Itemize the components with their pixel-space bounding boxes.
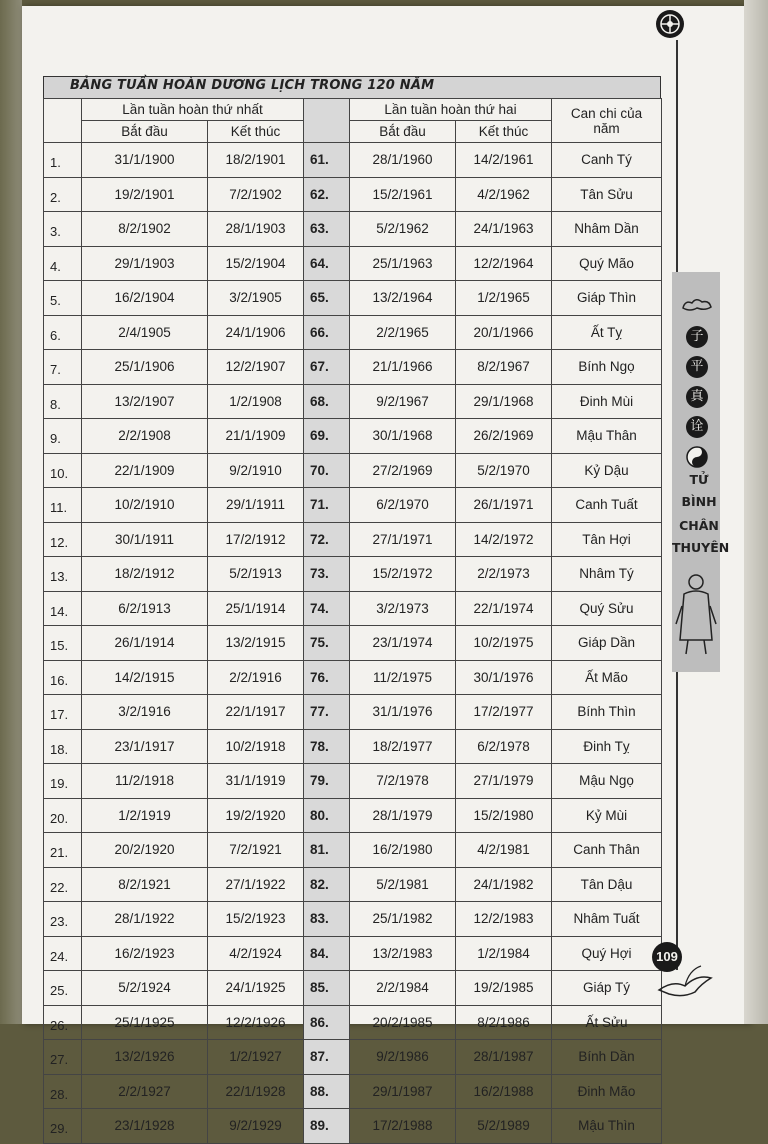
cycle1-end: 21/1/1909: [208, 419, 304, 454]
cycle1-start: 22/1/1909: [82, 453, 208, 488]
row-index-1: 4.: [44, 246, 82, 281]
row-index-1: 23.: [44, 902, 82, 937]
cycle1-start: 16/2/1904: [82, 281, 208, 316]
row-index-1: 16.: [44, 660, 82, 695]
cycle1-start: 16/2/1923: [82, 936, 208, 971]
cycle2-end: 30/1/1976: [456, 660, 552, 695]
header-start-1: Bắt đầu: [82, 121, 208, 143]
header-cycle2: Lần tuần hoàn thứ hai: [350, 99, 552, 121]
row-index-2: 75.: [304, 626, 350, 661]
row-index-1: 10.: [44, 453, 82, 488]
table-title: BẢNG TUẦN HOÀN DƯƠNG LỊCH TRONG 120 NĂM: [70, 78, 435, 93]
row-index-1: 2.: [44, 177, 82, 212]
row-index-1: 11.: [44, 488, 82, 523]
table-row: [44, 902, 662, 937]
cycle2-end: 4/2/1981: [456, 833, 552, 868]
cycle2-end: 12/2/1983: [456, 902, 552, 937]
calendar-table: [43, 98, 662, 1144]
row-index-2: 70.: [304, 453, 350, 488]
header-blank: [44, 99, 82, 143]
can-chi: Kỷ Mùi: [552, 798, 662, 833]
cycle2-start: 15/2/1972: [350, 557, 456, 592]
header-canchi: [552, 99, 662, 143]
can-chi: Tân Sửu: [552, 177, 662, 212]
table-row: [44, 798, 662, 833]
side-title-4: THUYÊN: [672, 540, 730, 555]
row-index-1: 1.: [44, 143, 82, 178]
cycle1-end: 22/1/1917: [208, 695, 304, 730]
dharma-wheel-ornament: [648, 6, 692, 42]
table-row: [44, 315, 662, 350]
cycle2-start: 27/1/1971: [350, 522, 456, 557]
cycle1-end: 27/1/1922: [208, 867, 304, 902]
table-row: [44, 660, 662, 695]
table-row: [44, 971, 662, 1006]
cycle1-end: 15/2/1923: [208, 902, 304, 937]
row-index-1: 15.: [44, 626, 82, 661]
row-index-1: 24.: [44, 936, 82, 971]
cycle1-start: 2/2/1908: [82, 419, 208, 454]
cycle2-start: 6/2/1970: [350, 488, 456, 523]
cycle1-start: 8/2/1921: [82, 867, 208, 902]
row-index-1: 13.: [44, 557, 82, 592]
table-row: [44, 212, 662, 247]
side-char-2: 平: [686, 356, 708, 378]
cycle1-end: 29/1/1911: [208, 488, 304, 523]
cycle2-end: 10/2/1975: [456, 626, 552, 661]
cycle1-start: 5/2/1924: [82, 971, 208, 1006]
row-index-2: 66.: [304, 315, 350, 350]
cycle2-start: 9/2/1986: [350, 1040, 456, 1075]
cycle1-start: 23/1/1928: [82, 1109, 208, 1144]
cycle1-start: 13/2/1907: [82, 384, 208, 419]
cycle2-start: 13/2/1964: [350, 281, 456, 316]
cycle2-start: 15/2/1961: [350, 177, 456, 212]
table-row: [44, 1005, 662, 1040]
cloud-ornament: [680, 296, 714, 314]
cycle1-start: 3/2/1916: [82, 695, 208, 730]
row-index-2: 67.: [304, 350, 350, 385]
sage-figure-illustration: [674, 570, 718, 658]
row-index-1: 14.: [44, 591, 82, 626]
cycle2-start: 28/1/1979: [350, 798, 456, 833]
table-row: [44, 419, 662, 454]
row-index-1: 18.: [44, 729, 82, 764]
cycle1-end: 19/2/1920: [208, 798, 304, 833]
cycle2-start: 20/2/1985: [350, 1005, 456, 1040]
row-index-1: 26.: [44, 1005, 82, 1040]
row-index-1: 17.: [44, 695, 82, 730]
cycle1-start: 26/1/1914: [82, 626, 208, 661]
row-index-2: 77.: [304, 695, 350, 730]
cycle1-end: 5/2/1913: [208, 557, 304, 592]
table-row: [44, 626, 662, 661]
cycle2-start: 30/1/1968: [350, 419, 456, 454]
can-chi: Giáp Thìn: [552, 281, 662, 316]
cycle2-start: 7/2/1978: [350, 764, 456, 799]
can-chi: Canh Thân: [552, 833, 662, 868]
row-index-2: 80.: [304, 798, 350, 833]
cycle2-start: 29/1/1987: [350, 1074, 456, 1109]
cycle2-start: 18/2/1977: [350, 729, 456, 764]
cycle1-end: 1/2/1927: [208, 1040, 304, 1075]
can-chi: Tân Dậu: [552, 867, 662, 902]
can-chi: Nhâm Dần: [552, 212, 662, 247]
header-canchi-text: Can chi của năm: [570, 105, 643, 136]
row-index-2: 82.: [304, 867, 350, 902]
table-row: [44, 281, 662, 316]
cycle2-end: 8/2/1986: [456, 1005, 552, 1040]
cycle1-end: 22/1/1928: [208, 1074, 304, 1109]
cycle1-start: 13/2/1926: [82, 1040, 208, 1075]
can-chi: Mậu Thân: [552, 419, 662, 454]
side-char-3: 真: [686, 386, 708, 408]
table-row: [44, 522, 662, 557]
row-index-1: 8.: [44, 384, 82, 419]
row-index-1: 5.: [44, 281, 82, 316]
cycle1-end: 31/1/1919: [208, 764, 304, 799]
row-index-1: 22.: [44, 867, 82, 902]
table-row: [44, 177, 662, 212]
row-index-1: 28.: [44, 1074, 82, 1109]
cycle2-start: 31/1/1976: [350, 695, 456, 730]
cycle2-start: 16/2/1980: [350, 833, 456, 868]
side-char-4: 诠: [686, 416, 708, 438]
can-chi: Quý Mão: [552, 246, 662, 281]
cycle1-end: 15/2/1904: [208, 246, 304, 281]
can-chi: Bính Ngọ: [552, 350, 662, 385]
cycle2-start: 13/2/1983: [350, 936, 456, 971]
can-chi: Canh Tuất: [552, 488, 662, 523]
can-chi: Nhâm Tý: [552, 557, 662, 592]
cycle1-end: 12/2/1926: [208, 1005, 304, 1040]
can-chi: Ất Mão: [552, 660, 662, 695]
yin-yang-icon: [686, 446, 708, 468]
cycle2-end: 14/2/1961: [456, 143, 552, 178]
cycle2-start: 28/1/1960: [350, 143, 456, 178]
row-index-2: 74.: [304, 591, 350, 626]
row-index-1: 12.: [44, 522, 82, 557]
cycle1-start: 23/1/1917: [82, 729, 208, 764]
cycle1-start: 31/1/1900: [82, 143, 208, 178]
row-index-1: 7.: [44, 350, 82, 385]
can-chi: Kỷ Dậu: [552, 453, 662, 488]
can-chi: Quý Sửu: [552, 591, 662, 626]
cycle1-end: 28/1/1903: [208, 212, 304, 247]
can-chi: Đinh Tỵ: [552, 729, 662, 764]
table-row: [44, 350, 662, 385]
table-row: [44, 936, 662, 971]
cycle1-end: 12/2/1907: [208, 350, 304, 385]
can-chi: Tân Hợi: [552, 522, 662, 557]
cycle1-end: 3/2/1905: [208, 281, 304, 316]
row-index-2: 86.: [304, 1005, 350, 1040]
header-blank2: [304, 99, 350, 143]
cycle2-end: 4/2/1962: [456, 177, 552, 212]
cycle1-start: 29/1/1903: [82, 246, 208, 281]
can-chi: Đinh Mão: [552, 1074, 662, 1109]
cycle2-start: 23/1/1974: [350, 626, 456, 661]
cycle2-end: 29/1/1968: [456, 384, 552, 419]
cycle1-start: 25/1/1925: [82, 1005, 208, 1040]
row-index-1: 6.: [44, 315, 82, 350]
row-index-1: 20.: [44, 798, 82, 833]
cycle2-end: 20/1/1966: [456, 315, 552, 350]
row-index-2: 79.: [304, 764, 350, 799]
table-row: [44, 557, 662, 592]
page-number: 109: [652, 942, 682, 972]
row-index-2: 72.: [304, 522, 350, 557]
cycle2-start: 21/1/1966: [350, 350, 456, 385]
row-index-2: 89.: [304, 1109, 350, 1144]
cycle2-start: 2/2/1965: [350, 315, 456, 350]
row-index-2: 81.: [304, 833, 350, 868]
row-index-2: 61.: [304, 143, 350, 178]
cycle1-start: 2/2/1927: [82, 1074, 208, 1109]
table-row: [44, 488, 662, 523]
cycle2-end: 8/2/1967: [456, 350, 552, 385]
cycle2-end: 12/2/1964: [456, 246, 552, 281]
cycle1-start: 6/2/1913: [82, 591, 208, 626]
phoenix-ornament: [655, 960, 715, 1000]
side-title-3: CHÂN: [679, 518, 719, 533]
cycle2-start: 25/1/1963: [350, 246, 456, 281]
cycle1-end: 9/2/1910: [208, 453, 304, 488]
cycle2-end: 1/2/1965: [456, 281, 552, 316]
row-index-2: 69.: [304, 419, 350, 454]
header-start-2: Bắt đầu: [350, 121, 456, 143]
cycle1-start: 1/2/1919: [82, 798, 208, 833]
book-spine: [0, 0, 22, 1024]
cycle2-start: 11/2/1975: [350, 660, 456, 695]
row-index-1: 19.: [44, 764, 82, 799]
table-row: [44, 591, 662, 626]
row-index-1: 3.: [44, 212, 82, 247]
cycle1-start: 11/2/1918: [82, 764, 208, 799]
cycle2-end: 26/1/1971: [456, 488, 552, 523]
side-title-1: TỬ: [689, 472, 709, 487]
row-index-1: 29.: [44, 1109, 82, 1144]
cycle2-end: 22/1/1974: [456, 591, 552, 626]
cycle1-end: 24/1/1925: [208, 971, 304, 1006]
cycle1-end: 7/2/1921: [208, 833, 304, 868]
side-char-1: 子: [686, 326, 708, 348]
can-chi: Canh Tý: [552, 143, 662, 178]
can-chi: Ất Sửu: [552, 1005, 662, 1040]
row-index-2: 71.: [304, 488, 350, 523]
can-chi: Giáp Tý: [552, 971, 662, 1006]
side-title-2: BÌNH: [681, 494, 717, 509]
cycle2-end: 15/2/1980: [456, 798, 552, 833]
row-index-2: 78.: [304, 729, 350, 764]
cycle1-end: 10/2/1918: [208, 729, 304, 764]
header-end-1: Kết thúc: [208, 121, 304, 143]
row-index-2: 76.: [304, 660, 350, 695]
cycle1-end: 24/1/1906: [208, 315, 304, 350]
cycle1-end: 25/1/1914: [208, 591, 304, 626]
cycle2-start: 2/2/1984: [350, 971, 456, 1006]
row-index-2: 65.: [304, 281, 350, 316]
cycle1-end: 2/2/1916: [208, 660, 304, 695]
cycle2-start: 17/2/1988: [350, 1109, 456, 1144]
can-chi: Quý Hợi: [552, 936, 662, 971]
cycle2-end: 14/2/1972: [456, 522, 552, 557]
cycle1-start: 18/2/1912: [82, 557, 208, 592]
cycle2-start: 3/2/1973: [350, 591, 456, 626]
cycle2-start: 5/2/1962: [350, 212, 456, 247]
table-row: [44, 695, 662, 730]
row-index-2: 83.: [304, 902, 350, 937]
row-index-1: 21.: [44, 833, 82, 868]
cycle1-start: 20/2/1920: [82, 833, 208, 868]
table-row: [44, 729, 662, 764]
can-chi: Mậu Ngọ: [552, 764, 662, 799]
table-row: [44, 1040, 662, 1075]
can-chi: Đinh Mùi: [552, 384, 662, 419]
row-index-2: 85.: [304, 971, 350, 1006]
table-row: [44, 1109, 662, 1144]
cycle2-end: 5/2/1989: [456, 1109, 552, 1144]
cycle2-start: 27/2/1969: [350, 453, 456, 488]
cycle1-start: 19/2/1901: [82, 177, 208, 212]
cycle1-end: 18/2/1901: [208, 143, 304, 178]
cycle1-end: 4/2/1924: [208, 936, 304, 971]
row-index-2: 63.: [304, 212, 350, 247]
cycle2-start: 5/2/1981: [350, 867, 456, 902]
cycle1-start: 28/1/1922: [82, 902, 208, 937]
cycle2-end: 27/1/1979: [456, 764, 552, 799]
table-row: [44, 246, 662, 281]
cycle1-end: 7/2/1902: [208, 177, 304, 212]
cycle2-end: 17/2/1977: [456, 695, 552, 730]
cycle2-start: 25/1/1982: [350, 902, 456, 937]
can-chi: Giáp Dần: [552, 626, 662, 661]
row-index-2: 62.: [304, 177, 350, 212]
cycle2-end: 24/1/1963: [456, 212, 552, 247]
cycle1-start: 10/2/1910: [82, 488, 208, 523]
cycle2-end: 26/2/1969: [456, 419, 552, 454]
can-chi: Mậu Thìn: [552, 1109, 662, 1144]
header-end-2: Kết thúc: [456, 121, 552, 143]
cycle1-end: 13/2/1915: [208, 626, 304, 661]
row-index-2: 64.: [304, 246, 350, 281]
cycle1-end: 17/2/1912: [208, 522, 304, 557]
cycle2-end: 16/2/1988: [456, 1074, 552, 1109]
cycle1-start: 2/4/1905: [82, 315, 208, 350]
cycle2-end: 1/2/1984: [456, 936, 552, 971]
cycle2-start: 9/2/1967: [350, 384, 456, 419]
row-index-2: 88.: [304, 1074, 350, 1109]
table-row: [44, 143, 662, 178]
row-index-2: 73.: [304, 557, 350, 592]
row-index-1: 27.: [44, 1040, 82, 1075]
can-chi: Bính Dần: [552, 1040, 662, 1075]
cycle1-start: 30/1/1911: [82, 522, 208, 557]
row-index-1: 25.: [44, 971, 82, 1006]
table-row: [44, 867, 662, 902]
table-row: [44, 384, 662, 419]
row-index-1: 9.: [44, 419, 82, 454]
table-row: [44, 453, 662, 488]
cycle2-end: 6/2/1978: [456, 729, 552, 764]
table-row: [44, 1074, 662, 1109]
table-row: [44, 833, 662, 868]
header-cycle1: Lần tuần hoàn thứ nhất: [82, 99, 304, 121]
cycle2-end: 28/1/1987: [456, 1040, 552, 1075]
cycle2-end: 2/2/1973: [456, 557, 552, 592]
can-chi: Bính Thìn: [552, 695, 662, 730]
cycle1-start: 8/2/1902: [82, 212, 208, 247]
can-chi: Nhâm Tuất: [552, 902, 662, 937]
cycle1-end: 9/2/1929: [208, 1109, 304, 1144]
row-index-2: 87.: [304, 1040, 350, 1075]
row-index-2: 68.: [304, 384, 350, 419]
table-row: [44, 764, 662, 799]
cycle2-end: 24/1/1982: [456, 867, 552, 902]
can-chi: Ất Tỵ: [552, 315, 662, 350]
cycle1-end: 1/2/1908: [208, 384, 304, 419]
cycle2-end: 5/2/1970: [456, 453, 552, 488]
cycle1-start: 14/2/1915: [82, 660, 208, 695]
cycle2-end: 19/2/1985: [456, 971, 552, 1006]
page-edge: [744, 0, 768, 1024]
cycle1-start: 25/1/1906: [82, 350, 208, 385]
row-index-2: 84.: [304, 936, 350, 971]
